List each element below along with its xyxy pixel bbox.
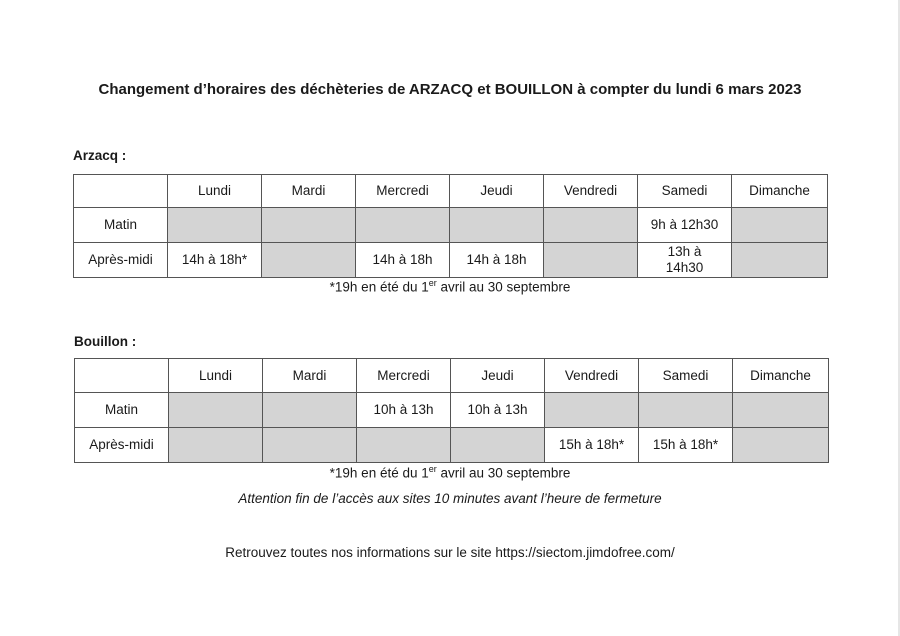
summer-note-bouillon — [250, 464, 650, 481]
day-header: Mardi — [263, 359, 357, 393]
corner-cell — [75, 359, 169, 393]
row-label: Après-midi — [75, 428, 169, 463]
day-header: Samedi — [639, 359, 733, 393]
day-header: Mercredi — [357, 359, 451, 393]
closed-cell — [357, 428, 451, 463]
closed-cell — [545, 393, 639, 428]
closed-cell — [450, 208, 544, 243]
note-text: avril au 30 septembre — [436, 465, 571, 481]
closed-cell — [262, 243, 356, 278]
row-label: Après-midi — [74, 243, 168, 278]
schedule-table-arzacq — [73, 174, 828, 278]
note-superscript: er — [428, 278, 437, 288]
hours-cell: 14h à 18h — [356, 243, 450, 278]
closed-cell — [169, 393, 263, 428]
table-row-matin — [74, 208, 828, 243]
closed-cell — [732, 208, 828, 243]
hours-cell: 10h à 13h — [357, 393, 451, 428]
section-label-arzacq: Arzacq : — [73, 148, 127, 163]
day-header: Vendredi — [545, 359, 639, 393]
closed-cell — [639, 393, 733, 428]
day-header: Vendredi — [544, 175, 638, 208]
day-header: Lundi — [169, 359, 263, 393]
closed-cell — [356, 208, 450, 243]
closed-cell — [262, 208, 356, 243]
closed-cell — [544, 208, 638, 243]
day-header: Dimanche — [733, 359, 829, 393]
table-header-row — [75, 359, 829, 393]
closed-cell — [263, 428, 357, 463]
hours-cell: 15h à 18h* — [639, 428, 733, 463]
closed-cell — [169, 428, 263, 463]
schedule-table-bouillon — [74, 358, 829, 463]
closed-cell — [544, 243, 638, 278]
hours-cell: 14h à 18h — [450, 243, 544, 278]
hours-cell: 13h à 14h30 — [638, 243, 732, 278]
row-label: Matin — [74, 208, 168, 243]
closing-warning: Attention fin de l’accès aux sites 10 minutes avant l’heure de fermeture — [238, 491, 662, 506]
day-header: Jeudi — [450, 175, 544, 208]
day-header: Jeudi — [451, 359, 545, 393]
closed-cell — [733, 393, 829, 428]
hours-cell: 10h à 13h — [451, 393, 545, 428]
corner-cell — [74, 175, 168, 208]
closed-cell — [263, 393, 357, 428]
note-text: *19h en été du 1 — [329, 279, 429, 295]
note-text: *19h en été du 1 — [329, 465, 429, 481]
day-header: Mercredi — [356, 175, 450, 208]
note-superscript: er — [428, 464, 437, 474]
day-header: Lundi — [168, 175, 262, 208]
note-text: avril au 30 septembre — [436, 279, 571, 295]
closed-cell — [168, 208, 262, 243]
table-row-apres-midi — [74, 243, 828, 278]
row-label: Matin — [75, 393, 169, 428]
day-header: Dimanche — [732, 175, 828, 208]
hours-cell: 15h à 18h* — [545, 428, 639, 463]
closed-cell — [733, 428, 829, 463]
section-label-bouillon: Bouillon : — [74, 334, 137, 349]
table-row-matin — [75, 393, 829, 428]
table-row-apres-midi — [75, 428, 829, 463]
hours-cell: 14h à 18h* — [168, 243, 262, 278]
website-info: Retrouvez toutes nos informations sur le site https://siectom.jimdofree.com/ — [225, 545, 675, 560]
day-header: Samedi — [638, 175, 732, 208]
summer-note-arzacq — [250, 278, 650, 295]
closed-cell — [451, 428, 545, 463]
hours-cell: 9h à 12h30 — [638, 208, 732, 243]
table-header-row — [74, 175, 828, 208]
page-title: Changement d’horaires des déchèteries de ARZACQ et BOUILLON à compter du lundi 6 mars 2023 — [98, 81, 802, 98]
closed-cell — [732, 243, 828, 278]
day-header: Mardi — [262, 175, 356, 208]
